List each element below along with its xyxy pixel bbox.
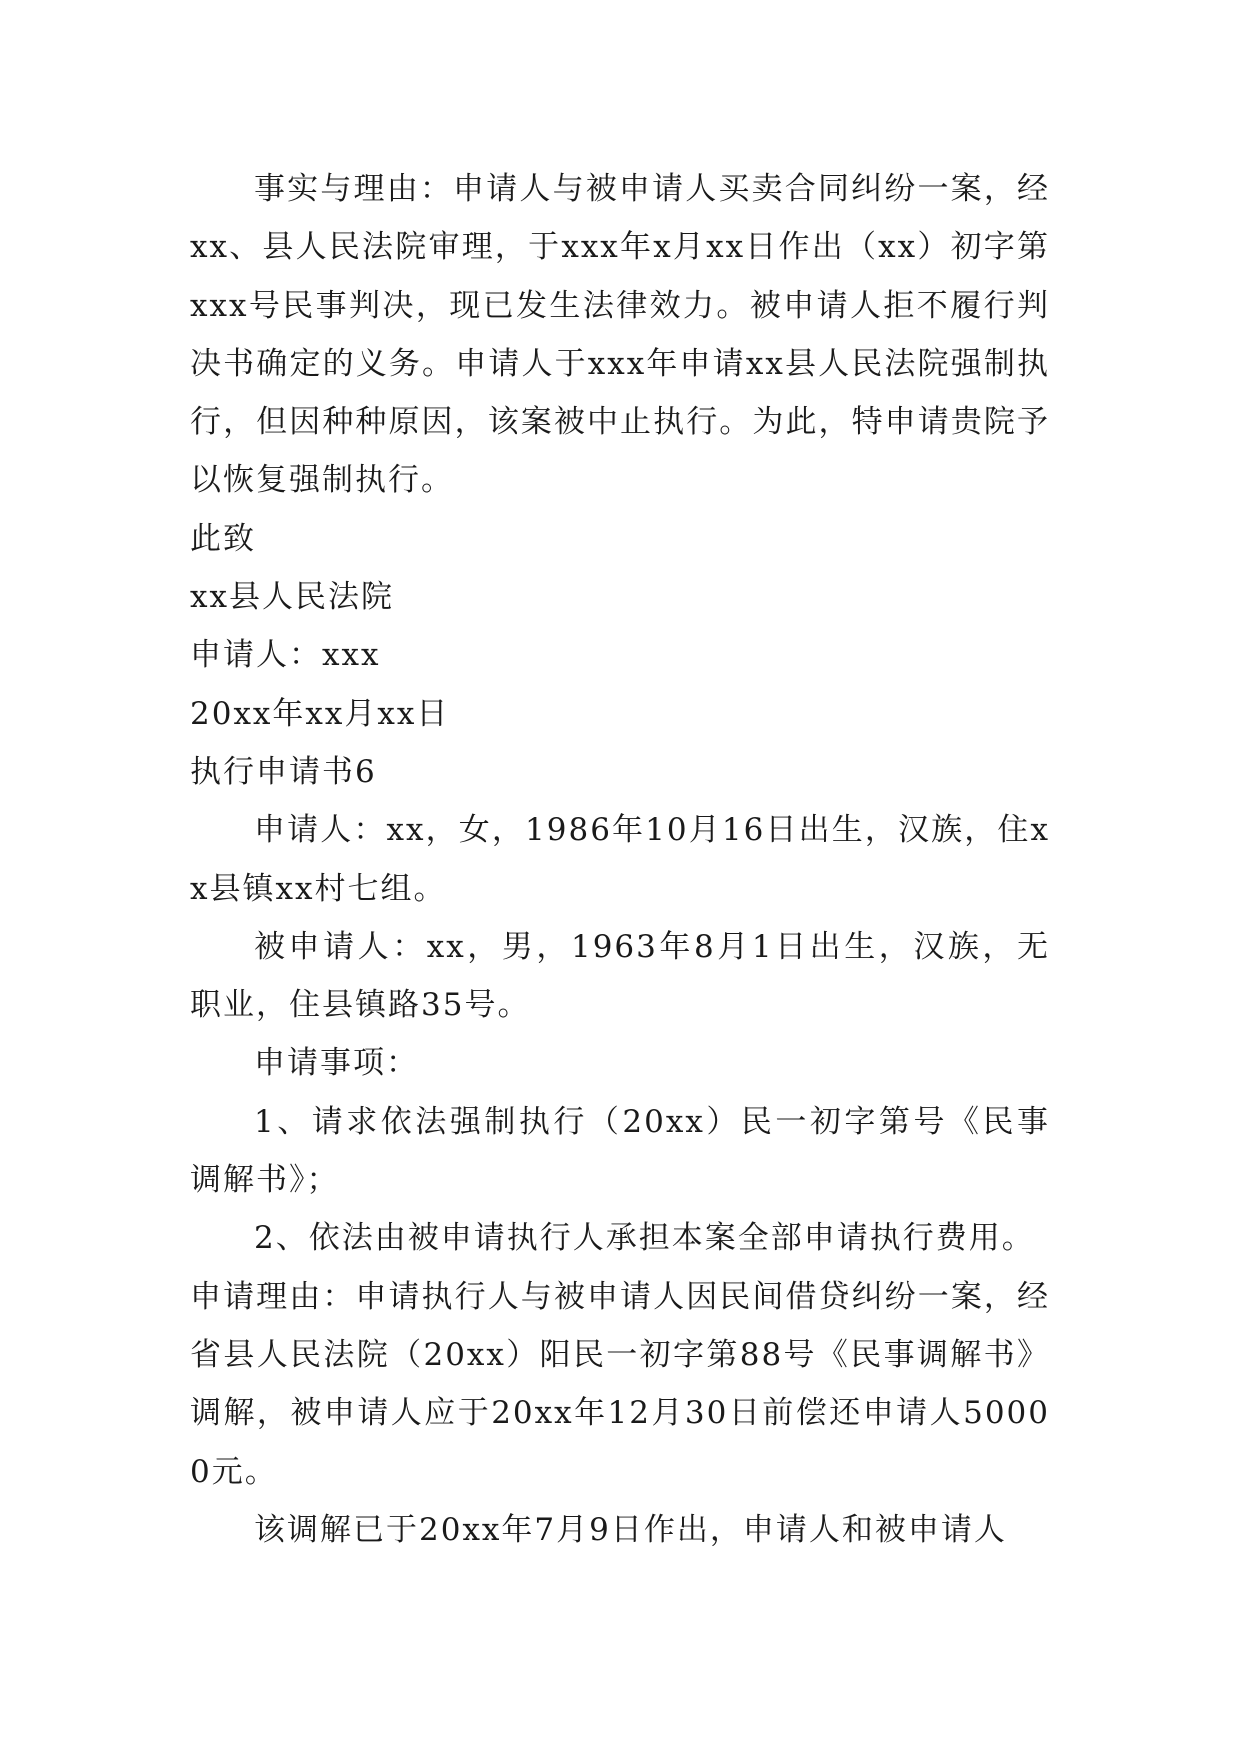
paragraph-facts-and-reasons: 事实与理由：申请人与被申请人买卖合同纠纷一案，经xx、县人民法院审理，于xxx年x月xx日作出（xx）初字第xxx号民事判决，现已发生法律效力。被申请人拒不履行判决书确定的义务。申请人于xxx年申请xx县人民法院强制执行，但因种种原因，该案被中止执行。为此，特申请贵院予以恢复强制执行。 [190, 171, 1050, 499]
paragraph-request-heading: 申请事项： [254, 1045, 419, 1082]
paragraph-applicant-signature: 申请人：xxx [190, 637, 381, 674]
document-body [190, 160, 1050, 1559]
paragraph-applicant-info: 申请人：xx，女，1986年10月16日出生，汉族，住xx县镇xx村七组。 [190, 812, 1050, 907]
paragraph-application-reasons: 申请理由：申请执行人与被申请人因民间借贷纠纷一案，经省县人民法院（20xx）阳民一初字第88号《民事调解书》调解，被申请人应于20xx年12月30日前偿还申请人50000元。 [190, 1278, 1050, 1490]
paragraph-court-name: xx县人民法院 [190, 579, 394, 616]
paragraph-mediation-note: 该调解已于20xx年7月9日作出，申请人和被申请人 [254, 1511, 1007, 1548]
section-title: 执行申请书6 [190, 753, 377, 790]
paragraph-salutation: 此致 [190, 520, 256, 557]
paragraph-date: 20xx年xx月xx日 [190, 695, 450, 732]
paragraph-request-item-2: 2、依法由被申请执行人承担本案全部申请执行费用。 [254, 1220, 1035, 1257]
paragraph-respondent-info: 被申请人：xx，男，1963年8月1日出生，汉族，无职业，住县镇路35号。 [190, 928, 1050, 1024]
paragraph-request-item-1: 1、请求依法强制执行（20xx）民一初字第号《民事调解书》； [190, 1103, 1050, 1199]
